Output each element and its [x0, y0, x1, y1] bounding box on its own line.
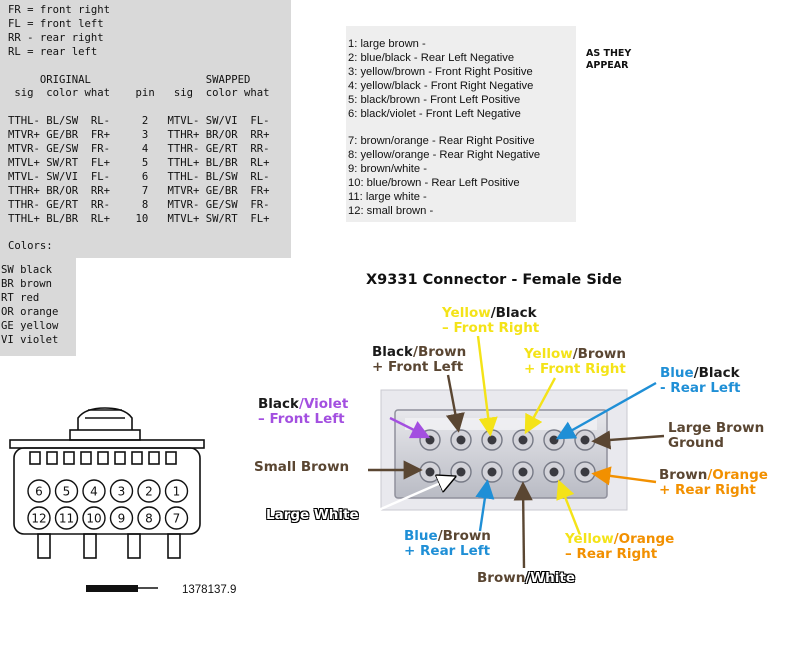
pin-number-10: 10 — [86, 511, 102, 526]
connector-pin-circles — [28, 480, 188, 529]
pin-number-3: 3 — [117, 484, 126, 499]
cavity-contact — [457, 468, 466, 477]
label-large-brown-ground: Large Brown Ground — [668, 420, 765, 451]
colors-heading: Colors: — [8, 240, 53, 253]
pin-number-8: 8 — [145, 511, 153, 526]
pin-number-12: 12 — [31, 511, 47, 526]
part-number: 1378137.9 — [182, 584, 237, 596]
connector-title: X9331 Connector - Female Side — [366, 272, 622, 288]
label-small-brown: Small Brown — [254, 459, 350, 475]
cavity-contact — [488, 436, 497, 445]
top-tab — [166, 452, 176, 464]
cavity-contact — [519, 468, 528, 477]
pin-number-1: 1 — [172, 484, 181, 499]
pin-list-group-2: 7: brown/orange - Rear Right Positive 8: yellow/orange - Rear Right Negative 9: brown/white - 10: blue/brown - Rear Left Positive 11: large white - 12: small brown - — [348, 135, 541, 217]
top-tab — [132, 452, 142, 464]
label-blue-brown: Blue/Brown + Rear Left — [404, 528, 491, 559]
pin-number-11: 11 — [58, 511, 75, 526]
connector-bottom-tabs — [38, 534, 180, 558]
top-tab — [64, 452, 74, 464]
cavity-contact — [550, 468, 559, 477]
as-they-appear-badge: AS THEY APPEAR — [586, 48, 632, 71]
pin-number-5: 5 — [62, 484, 71, 499]
cavity-contact — [426, 436, 435, 445]
pin-number-4: 4 — [90, 484, 98, 499]
swap-table: ORIGINAL SWAPPED sig color what pin sig color what TTHL- BL/SW RL- 2 MTVL- SW/VI FL- MTVR+ GE/BR FR+ 3 TTHR+ BR/OR RR+ MTVR- GE/SW FR- 4 TTHR- GE/RT RR- MTVL+ SW/RT FL+ 5 TTHL+ BL/BR RL+ MTVL- SW/VI FL- 6 TTHL- BL/SW RL- TTHR+ BR/OR RR+ 7 MTVR+ GE/BR FR+ TTHR- GE/RT RR- 8 MTVR- GE/SW FR- TTHL+ BL/BR RL+ 10 MTVL+ SW/RT FL+ — [8, 73, 270, 225]
label-large-white: Large White — [266, 507, 359, 523]
pin-number-7: 7 — [172, 511, 181, 526]
cavity-contact — [550, 436, 559, 445]
top-tab — [149, 452, 159, 464]
cavity-contact — [488, 468, 497, 477]
pin-number-2: 2 — [145, 484, 153, 499]
bottom-tab — [168, 534, 180, 558]
cavity-contact — [426, 468, 435, 477]
top-tab — [115, 452, 125, 464]
label-black-brown: Black/Brown + Front Left — [372, 344, 467, 375]
pin-list-group-1: 1: large brown - 2: blue/black - Rear Left Negative 3: yellow/brown - Front Right Positive 4: yellow/black - Front Right Negative 5: black/brown - Front Left Positive 6: black/violet - Front Left Negative — [348, 38, 534, 120]
arrow-brown-white — [523, 486, 524, 568]
top-tab — [81, 452, 91, 464]
colors-list: SW black BR brown RT red OR orange GE yellow VI violet — [1, 264, 59, 346]
bottom-tab — [38, 534, 50, 558]
pin-number-9: 9 — [117, 511, 126, 526]
label-brown-white: Brown/White — [477, 570, 575, 586]
connector-top-tabs — [30, 452, 176, 464]
cavity-contact — [581, 468, 590, 477]
cavity-contact — [519, 436, 528, 445]
label-yellow-orange: Yellow/Orange – Rear Right — [565, 531, 675, 562]
abbreviations: FR = front right FL = front left RR - rear right RL = rear left — [8, 4, 111, 58]
bottom-tab — [128, 534, 140, 558]
label-blue-black: Blue/Black - Rear Left — [660, 365, 741, 396]
top-tab — [98, 452, 108, 464]
label-brown-orange: Brown/Orange + Rear Right — [659, 467, 768, 498]
bottom-tab — [84, 534, 96, 558]
label-black-violet: Black/Violet – Front Left — [258, 396, 349, 427]
part-number-bar — [86, 585, 138, 592]
cavity-contact — [457, 436, 466, 445]
label-yellow-brown: Yellow/Brown + Front Right — [524, 346, 626, 377]
cavity-contact — [581, 436, 590, 445]
label-yellow-black: Yellow/Black – Front Right — [442, 305, 540, 336]
top-tab — [47, 452, 57, 464]
pin-number-6: 6 — [35, 484, 43, 499]
top-tab — [30, 452, 40, 464]
